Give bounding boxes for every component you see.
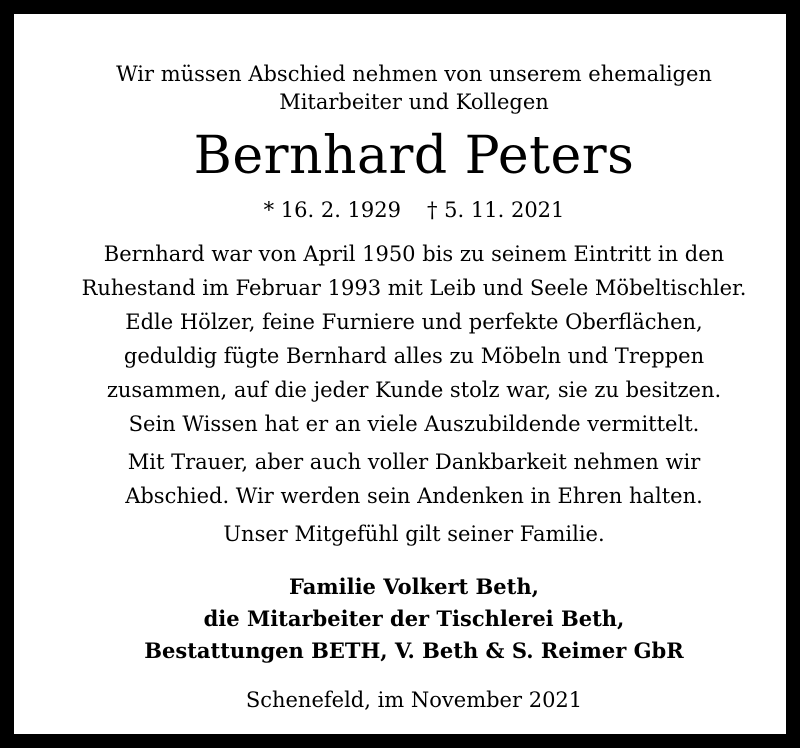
- birth-date: * 16. 2. 1929: [263, 198, 401, 222]
- paragraph-3: Unser Mitgefühl gilt seiner Familie.: [223, 522, 605, 546]
- signature-line-1: Familie Volkert Beth,: [289, 574, 539, 599]
- death-date: † 5. 11. 2021: [427, 198, 565, 222]
- intro-line-2: Mitarbeiter und Kollegen: [279, 90, 549, 114]
- paragraph-1-line-6: Sein Wissen hat er an viele Auszubildende vermittelt.: [128, 412, 700, 436]
- paragraph-2-line-1: Mit Trauer, aber auch voller Dankbarkeit nehmen wir: [127, 450, 701, 474]
- place-and-date: Schenefeld, im November 2021: [245, 688, 583, 712]
- paragraph-1-line-2: Ruhestand im Februar 1993 mit Leib und Seele Möbeltischler.: [81, 276, 747, 300]
- signature-line-2: die Mitarbeiter der Tischlerei Beth,: [203, 606, 625, 631]
- paragraph-1-line-4: geduldig fügte Bernhard alles zu Möbeln und Treppen: [123, 344, 705, 368]
- deceased-name: Bernhard Peters: [193, 126, 635, 186]
- paragraph-1-line-5: zusammen, auf die jeder Kunde stolz war, sie zu besitzen.: [106, 378, 722, 402]
- paragraph-1-line-3: Edle Hölzer, feine Furniere und perfekte Oberflächen,: [125, 310, 703, 334]
- life-dates: [28, 198, 800, 222]
- paragraph-2-line-2: Abschied. Wir werden sein Andenken in Ehren halten.: [125, 484, 703, 508]
- intro-line-1: Wir müssen Abschied nehmen von unserem ehemaligen: [116, 62, 712, 86]
- obituary-notice: [28, 28, 800, 748]
- signature-line-3: Bestattungen BETH, V. Beth & S. Reimer GbR: [144, 638, 684, 663]
- paragraph-1-line-1: Bernhard war von April 1950 bis zu seinem Eintritt in den: [103, 242, 725, 266]
